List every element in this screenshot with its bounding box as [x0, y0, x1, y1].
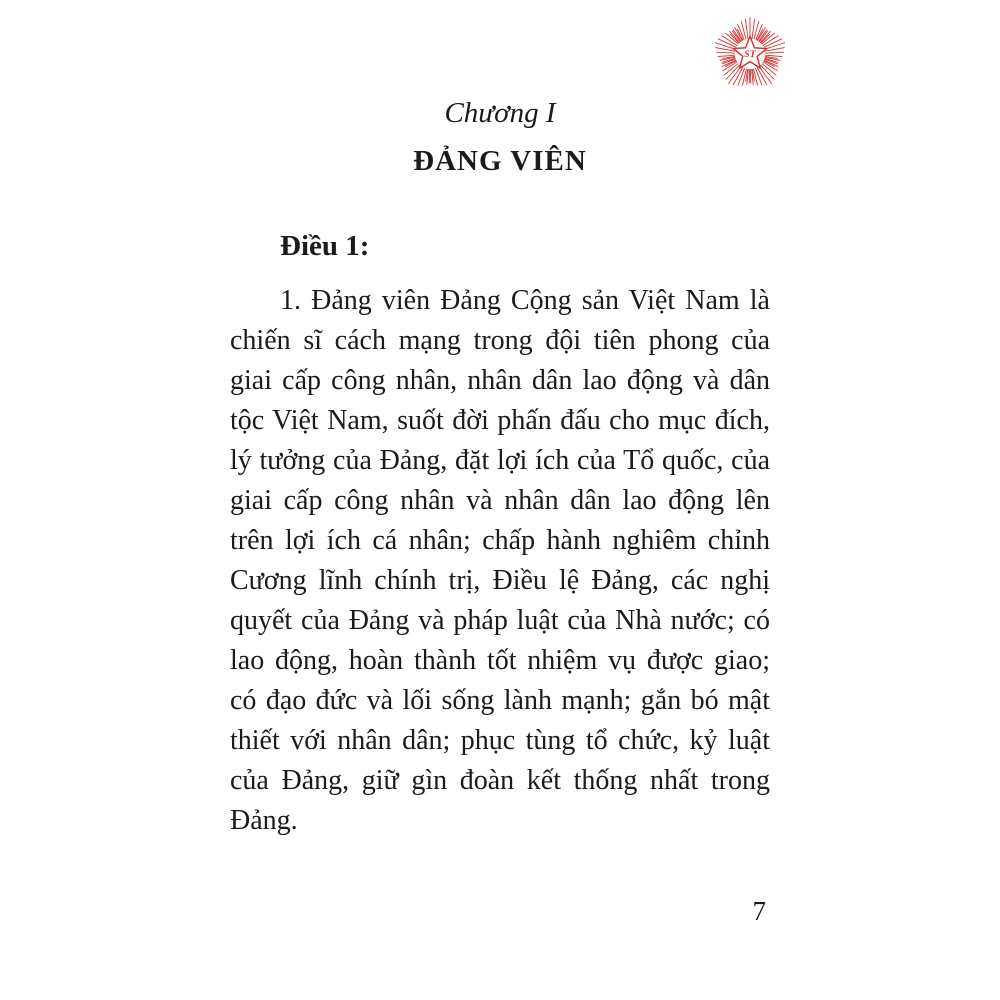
- page-number: 7: [752, 896, 766, 926]
- article-paragraph: 1. Đảng viên Đảng Cộng sản Việt Nam là chiến sĩ cách mạng trong đội tiên phong của giai cấp công nhân, nhân dân lao động và dân tộc Việt Nam, suốt đời phấn đấu cho mục đích, lý tưởng của Đảng, đặt lợi ích của Tổ quốc, của giai cấp công nhân và nhân dân lao động lên trên lợi ích cá nhân; chấp hành nghiêm chỉnh Cương lĩnh chính trị, Điều lệ Đảng, các nghị quyết của Đảng và pháp luật của Nhà nước; có lao động, hoàn thành tốt nhiệm vụ được giao; có đạo đức và lối sống lành mạnh; gắn bó mật thiết với nhân dân; phục tùng tổ chức, kỷ luật của Đảng, giữ gìn đoàn kết thống nhất trong Đảng.: [230, 285, 770, 836]
- chapter-label: Chương I: [444, 97, 556, 129]
- publisher-logo-svg: [710, 14, 790, 94]
- article-heading: Điều 1:: [280, 230, 370, 262]
- publisher-star-logo: [710, 14, 790, 94]
- chapter-title: ĐẢNG VIÊN: [413, 145, 587, 177]
- logo-monogram: ST: [744, 49, 756, 61]
- page-content: [230, 96, 770, 841]
